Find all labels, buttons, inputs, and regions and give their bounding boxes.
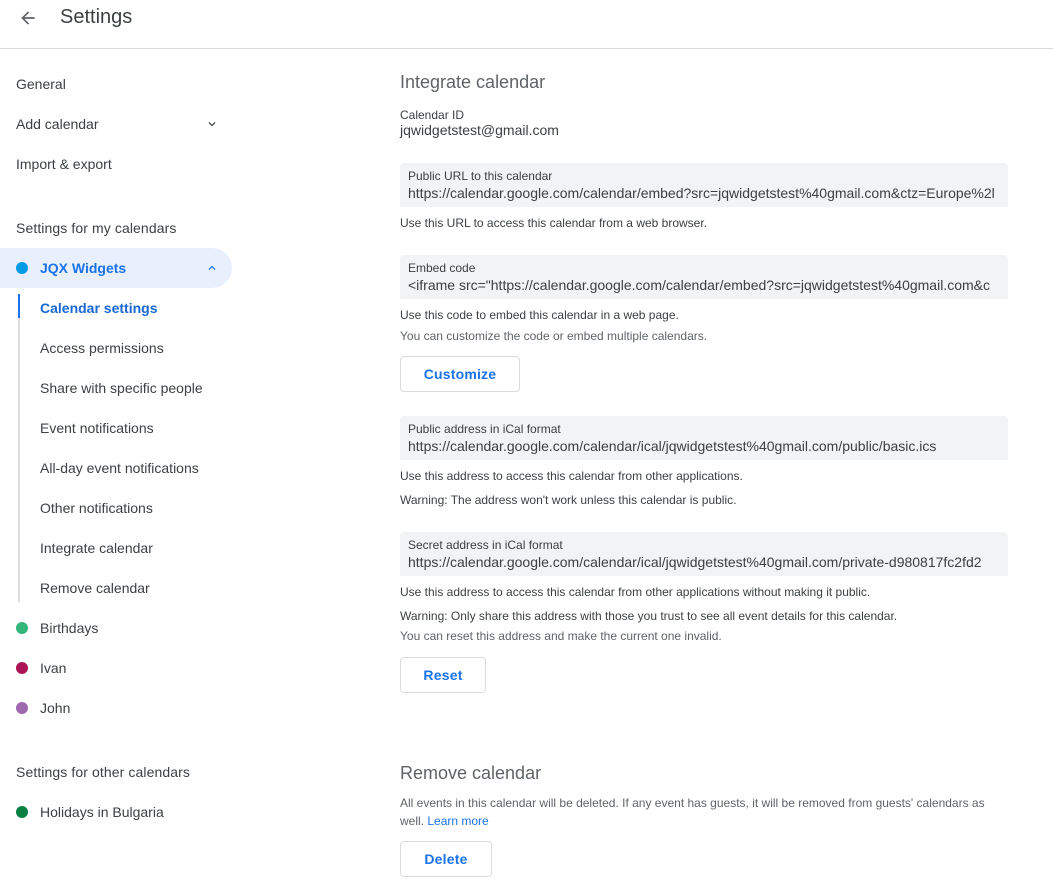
- public-url-help: Use this URL to access this calendar from a web browser.: [400, 216, 708, 230]
- settings-sidebar: [0, 49, 240, 881]
- ical-secret-value[interactable]: https://calendar.google.com/calendar/ical/jqwidgetstest%40gmail.com/private-d980817fc2fd2: [408, 554, 982, 570]
- calendar-id-value[interactable]: jqwidgetstest@gmail.com: [400, 122, 559, 138]
- remove-calendar-description-2: [400, 813, 489, 829]
- embed-code-field[interactable]: [400, 255, 1008, 299]
- arrow-back-icon: [18, 8, 38, 28]
- delete-button[interactable]: Delete: [400, 841, 492, 877]
- sidebar-item-label: Birthdays: [40, 620, 99, 636]
- sidebar-item-access-permissions[interactable]: Access permissions: [40, 340, 164, 356]
- sidebar-item-label: Add calendar: [16, 116, 99, 132]
- sidebar-item-label: JQX Widgets: [40, 260, 127, 276]
- sidebar-item-add-calendar[interactable]: [0, 104, 232, 144]
- sidebar-calendar-jqx-widgets[interactable]: [0, 248, 232, 288]
- public-url-value[interactable]: https://calendar.google.com/calendar/embed?src=jqwidgetstest%40gmail.com&ctz=Europe%2l: [408, 185, 995, 201]
- sidebar-item-share-specific-people[interactable]: Share with specific people: [40, 380, 203, 396]
- calendar-color-dot: [16, 702, 28, 714]
- calendar-color-dot: [16, 806, 28, 818]
- ical-secret-help: Use this address to access this calendar from other applications without making it public.: [400, 585, 871, 599]
- ical-public-label: Public address in iCal format: [408, 422, 561, 436]
- embed-code-label: Embed code: [408, 261, 476, 275]
- ical-public-field[interactable]: [400, 416, 1008, 460]
- embed-code-value[interactable]: <iframe src="https://calendar.google.com/calendar/embed?src=jqwidgetstest%40gmail.com&c: [408, 277, 990, 293]
- integrate-calendar-title: Integrate calendar: [400, 72, 546, 92]
- sidebar-item-integrate-calendar[interactable]: Integrate calendar: [40, 540, 153, 556]
- ical-secret-label: Secret address in iCal format: [408, 538, 563, 552]
- learn-more-link[interactable]: Learn more: [427, 814, 489, 828]
- sidebar-item-other-notifications[interactable]: Other notifications: [40, 500, 153, 516]
- reset-button[interactable]: Reset: [400, 657, 486, 693]
- my-calendars-heading: Settings for my calendars: [16, 220, 177, 236]
- ical-public-help: Use this address to access this calendar from other applications.: [400, 469, 743, 483]
- settings-main: [400, 49, 1010, 881]
- ical-secret-reset-help: You can reset this address and make the current one invalid.: [400, 629, 722, 643]
- sidebar-item-import-export[interactable]: Import & export: [16, 156, 112, 172]
- ical-public-value[interactable]: https://calendar.google.com/calendar/ical/jqwidgetstest%40gmail.com/public/basic.ics: [408, 438, 937, 454]
- app-header: [0, 0, 1053, 49]
- remove-description-tail: well.: [400, 814, 425, 828]
- ical-secret-warning: Warning: Only share this address with those you trust to see all event details for this calendar.: [400, 609, 898, 623]
- sidebar-calendar-holidays-bulgaria[interactable]: [0, 792, 232, 832]
- sidebar-item-label: John: [40, 700, 71, 716]
- remove-calendar-title: Remove calendar: [400, 763, 542, 783]
- page-title: Settings: [60, 6, 133, 28]
- ical-secret-field[interactable]: [400, 532, 1008, 576]
- ical-public-warning: Warning: The address won't work unless this calendar is public.: [400, 493, 737, 507]
- sidebar-item-general[interactable]: General: [16, 76, 66, 92]
- calendar-id-label: Calendar ID: [400, 108, 465, 122]
- sidebar-item-event-notifications[interactable]: Event notifications: [40, 420, 154, 436]
- sidebar-calendar-john[interactable]: [0, 688, 232, 728]
- sidebar-calendar-birthdays[interactable]: [0, 608, 232, 648]
- sidebar-item-calendar-settings[interactable]: Calendar settings: [40, 300, 158, 316]
- calendar-color-dot: [16, 622, 28, 634]
- sidebar-item-remove-calendar[interactable]: Remove calendar: [40, 580, 150, 596]
- other-calendars-heading: Settings for other calendars: [16, 764, 191, 780]
- back-button[interactable]: [14, 4, 42, 32]
- embed-code-help: Use this code to embed this calendar in a web page.: [400, 308, 679, 322]
- calendar-color-dot: [16, 662, 28, 674]
- chevron-down-icon: [204, 116, 220, 132]
- embed-code-help-2: You can customize the code or embed multiple calendars.: [400, 329, 708, 343]
- sidebar-item-label: Ivan: [40, 660, 67, 676]
- public-url-label: Public URL to this calendar: [408, 169, 553, 183]
- customize-button[interactable]: Customize: [400, 356, 520, 392]
- public-url-field[interactable]: [400, 163, 1008, 207]
- calendar-color-dot: [16, 262, 28, 274]
- sidebar-calendar-ivan[interactable]: [0, 648, 232, 688]
- chevron-up-icon: [204, 260, 220, 276]
- remove-calendar-description: All events in this calendar will be deleted. If any event has guests, it will be removed from guests' calendars as: [400, 796, 985, 810]
- sidebar-item-all-day-notifications[interactable]: All-day event notifications: [40, 460, 199, 476]
- sidebar-item-label: Holidays in Bulgaria: [40, 804, 164, 820]
